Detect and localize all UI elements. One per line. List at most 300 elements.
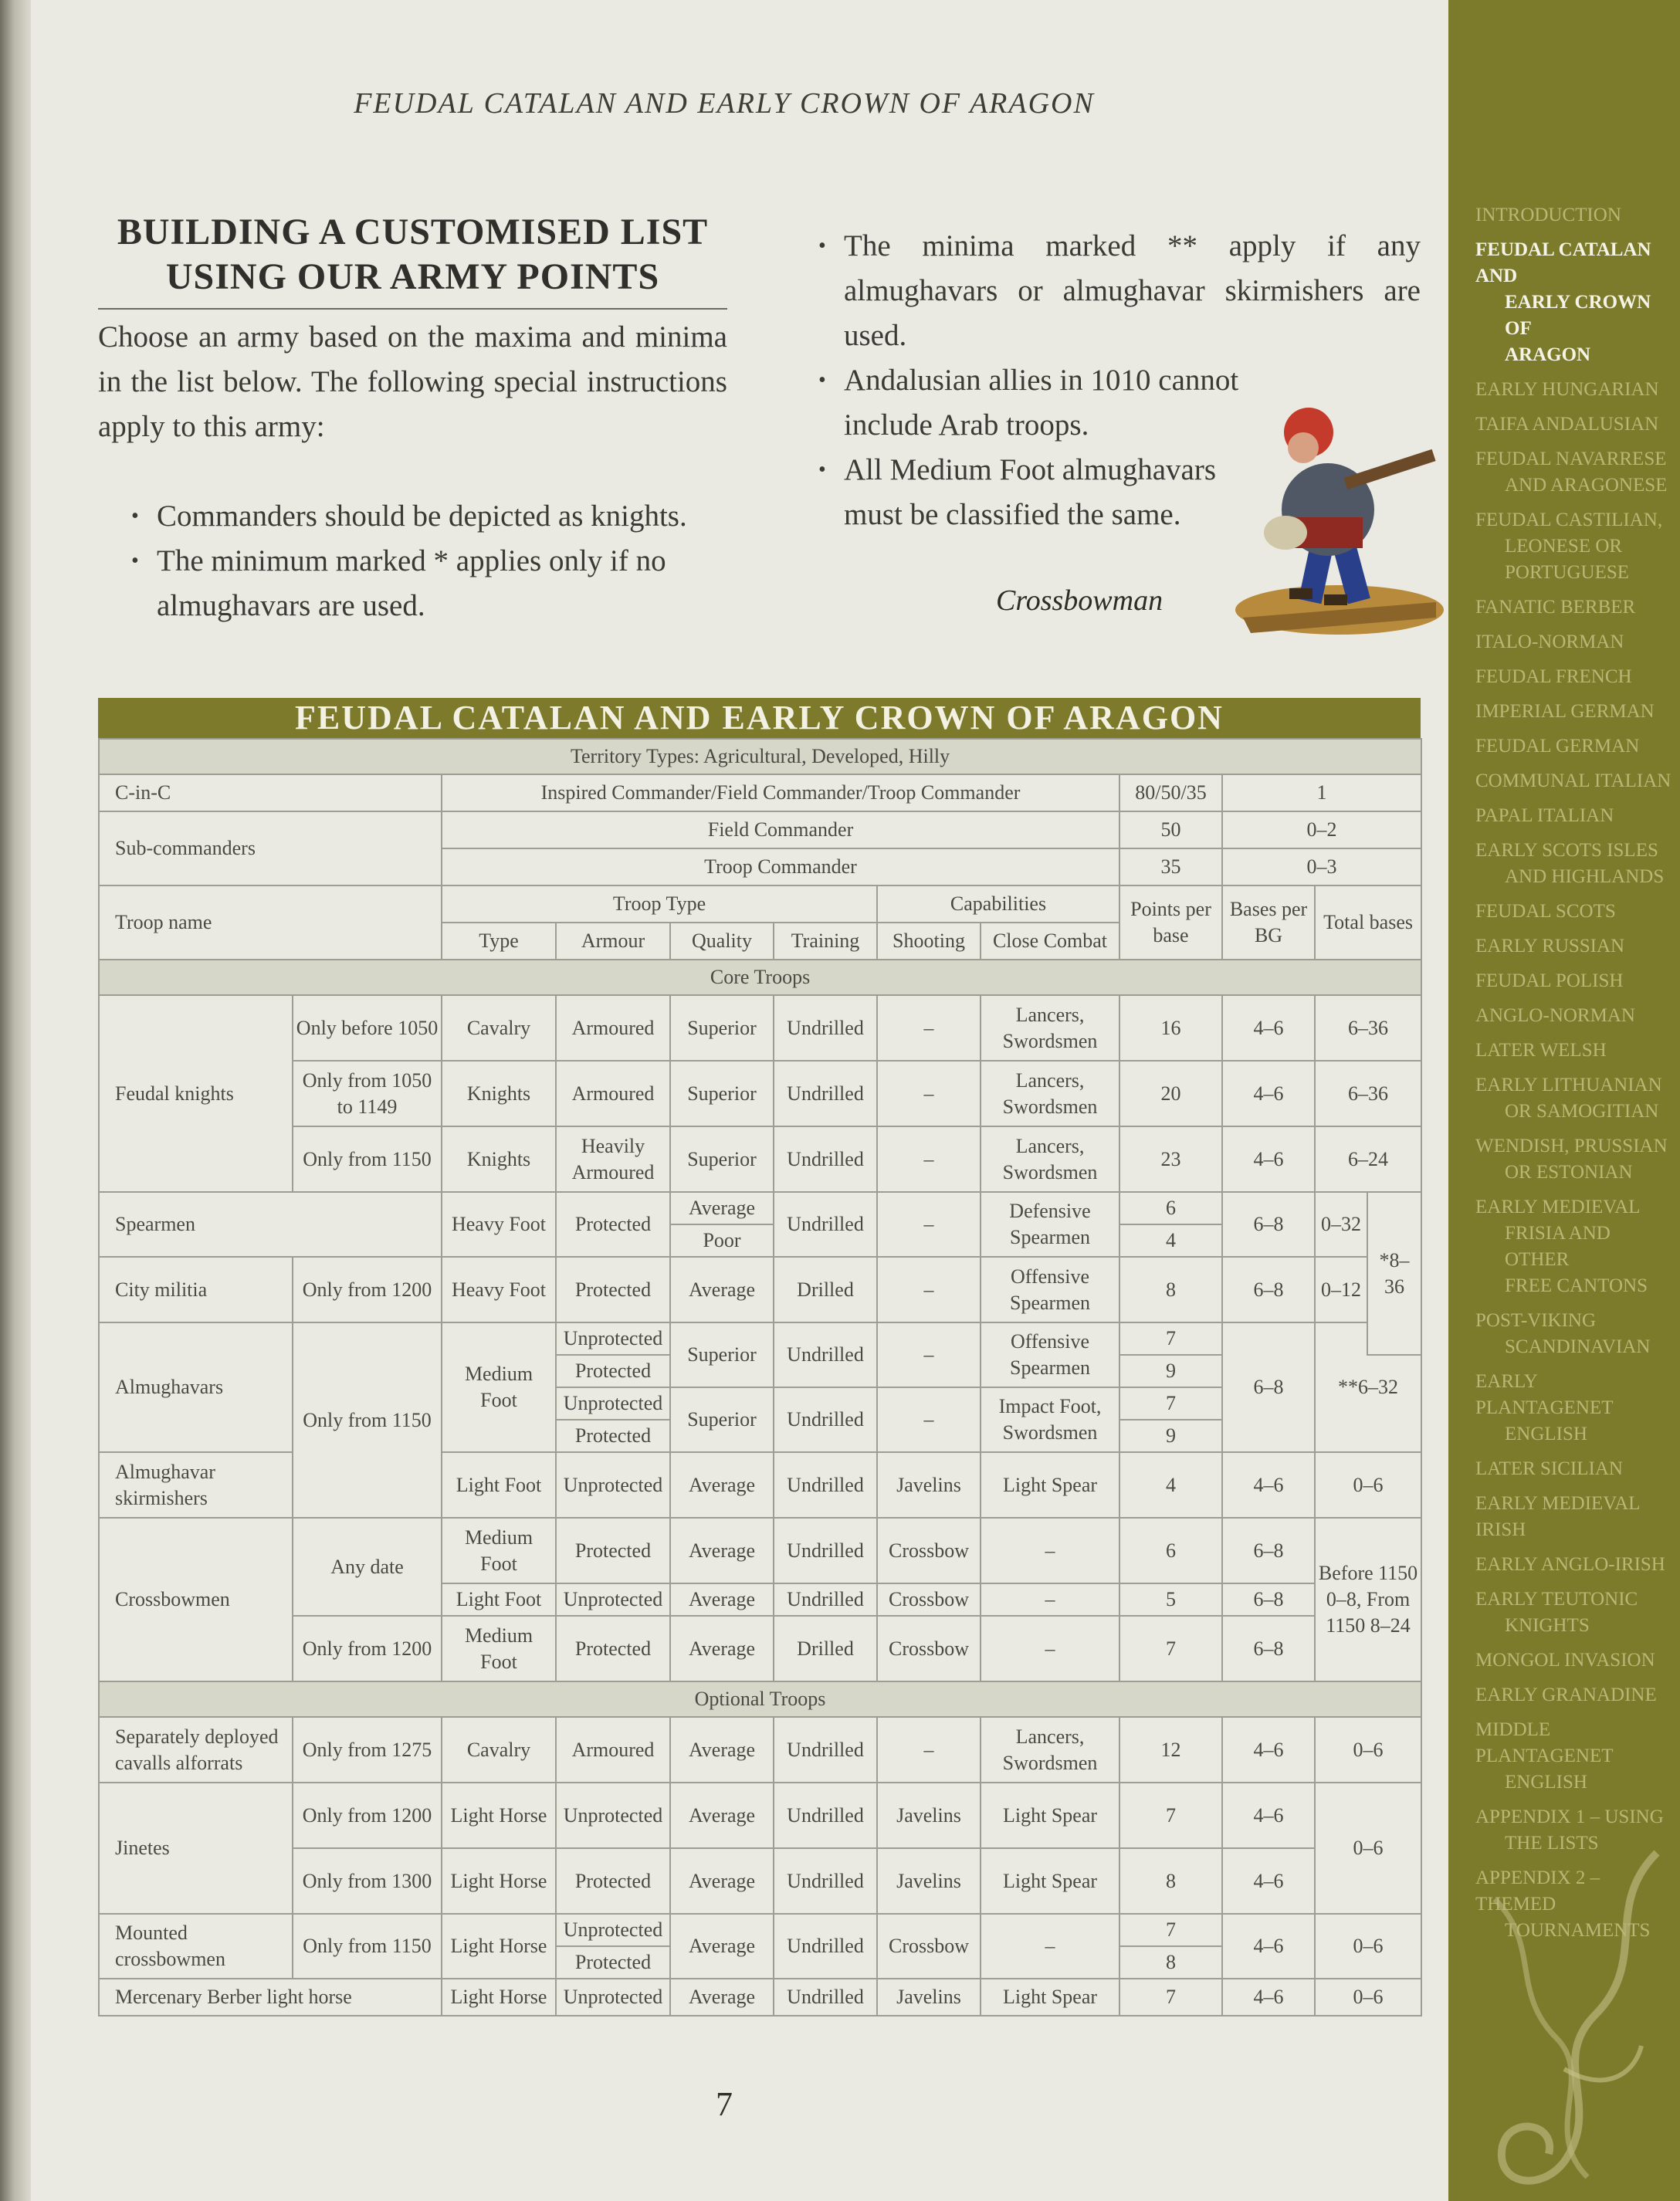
- field-commander-count: 0–2: [1222, 811, 1421, 848]
- armour-cell: Armoured: [556, 1061, 670, 1126]
- sidebar-item[interactable]: [1475, 377, 1676, 403]
- bullet-item: • The minimum marked * applies only if no almughavars are used.: [131, 539, 727, 628]
- field-commander-desc: Field Commander: [442, 811, 1119, 848]
- close-combat-cell: Defensive Spearmen: [981, 1192, 1119, 1257]
- date-cell: Only from 1200: [293, 1257, 442, 1322]
- armour-cell: Heavily Armoured: [556, 1126, 670, 1192]
- quality-cell: Superior: [670, 995, 774, 1061]
- table-row: [99, 1717, 1421, 1783]
- quality-cell: Average: [670, 1583, 774, 1616]
- troop-commander-count: 0–3: [1222, 848, 1421, 885]
- quality-cell: Poor: [670, 1224, 774, 1257]
- sidebar-item-label: EARLY PLANTAGENET: [1475, 1371, 1614, 1418]
- sidebar-item-label: AND ARAGONESE: [1505, 475, 1668, 496]
- bullet-item: • The minima marked ** apply if any almughavars or almughavar skirmishers are used.: [818, 224, 1421, 358]
- bullet-item: • Andalusian allies in 1010 cannot include Arab troops.: [818, 358, 1282, 448]
- sidebar-item-label: INTRODUCTION: [1475, 205, 1621, 225]
- sidebar-item-label: ARAGON: [1505, 344, 1591, 365]
- close-combat-cell: Light Spear: [981, 1452, 1119, 1518]
- sidebar-item-label: FEUDAL CATALAN AND: [1475, 239, 1651, 286]
- points-cell: 7: [1119, 1616, 1222, 1681]
- sidebar-item-label: APPENDIX 1 – USING: [1475, 1807, 1664, 1827]
- date-cell: Only from 1200: [293, 1783, 442, 1848]
- quality-cell: Average: [670, 1783, 774, 1848]
- shooting-cell: –: [877, 1257, 981, 1322]
- shooting-cell: –: [877, 1061, 981, 1126]
- sidebar-item-label: FREE CANTONS: [1505, 1275, 1648, 1296]
- sidebar-item-label: SCANDINAVIAN: [1505, 1336, 1651, 1357]
- sidebar-item-label: POST-VIKING: [1475, 1310, 1597, 1331]
- sidebar-item-label: EARLY HUNGARIAN: [1475, 379, 1659, 400]
- training-cell: Drilled: [774, 1616, 877, 1681]
- sidebar-item[interactable]: [1475, 838, 1676, 890]
- sidebar-item[interactable]: [1475, 411, 1676, 438]
- bases-cell: 4–6: [1222, 1783, 1315, 1848]
- shooting-cell: –: [877, 1387, 981, 1452]
- close-combat-cell: Offensive Spearmen: [981, 1257, 1119, 1322]
- training-cell: Undrilled: [774, 1452, 877, 1518]
- armour-cell: Unprotected: [556, 1914, 670, 1946]
- sidebar-item-label: LEONESE OR: [1505, 536, 1623, 557]
- total-cell: 0–6: [1315, 1717, 1421, 1783]
- quality-cell: Average: [670, 1257, 774, 1322]
- shooting-cell: –: [877, 1126, 981, 1192]
- training-cell: Undrilled: [774, 1518, 877, 1583]
- optional-troops-band: Optional Troops: [99, 1681, 1421, 1717]
- total-cell: 6–24: [1315, 1126, 1421, 1192]
- total-cell: 6–36: [1315, 995, 1421, 1061]
- type-cell: Light Horse: [442, 1979, 556, 2016]
- training-cell: Undrilled: [774, 995, 877, 1061]
- type-cell: Medium Foot: [442, 1616, 556, 1681]
- armour-cell: Unprotected: [556, 1452, 670, 1518]
- header-total: Total bases: [1315, 885, 1421, 960]
- armour-cell: Protected: [556, 1946, 670, 1979]
- sidebar-item-label: KNIGHTS: [1505, 1615, 1590, 1636]
- table-row: [99, 1979, 1421, 2016]
- crossbowman-miniature-image: [1212, 386, 1444, 641]
- quality-cell: Superior: [670, 1387, 774, 1452]
- training-cell: Undrilled: [774, 1192, 877, 1257]
- army-list-table: [98, 738, 1422, 2016]
- bases-cell: 6–8: [1222, 1257, 1315, 1322]
- bases-cell: 4–6: [1222, 1848, 1315, 1914]
- sidebar-item-label: EARLY ANGLO-IRISH: [1475, 1554, 1665, 1575]
- sidebar-item[interactable]: [1475, 1133, 1676, 1186]
- troop-name: Almughavars: [99, 1322, 293, 1452]
- cinc-label: C-in-C: [99, 774, 442, 811]
- training-cell: Undrilled: [774, 1583, 877, 1616]
- points-cell: 7: [1119, 1979, 1222, 2016]
- points-cell: 8: [1119, 1946, 1222, 1979]
- type-cell: Cavalry: [442, 995, 556, 1061]
- table-row: [99, 1914, 1421, 1946]
- sidebar-item[interactable]: [1475, 507, 1676, 586]
- sidebar-item[interactable]: [1475, 664, 1676, 690]
- sidebar-item[interactable]: [1475, 768, 1676, 794]
- shooting-cell: –: [877, 1717, 981, 1783]
- running-head: FEUDAL CATALAN AND EARLY CROWN OF ARAGON: [354, 87, 1095, 120]
- sidebar-item-label: FEUDAL FRENCH: [1475, 666, 1632, 687]
- sidebar-item[interactable]: [1475, 933, 1676, 960]
- close-combat-cell: Light Spear: [981, 1783, 1119, 1848]
- total-cell: **6–32: [1315, 1322, 1421, 1452]
- sidebar-item[interactable]: [1475, 1194, 1676, 1299]
- total-cell: 0–6: [1315, 1452, 1421, 1518]
- shooting-cell: –: [877, 1322, 981, 1387]
- sidebar-item[interactable]: [1475, 803, 1676, 829]
- table-row: [99, 1061, 1421, 1126]
- shooting-cell: Crossbow: [877, 1914, 981, 1979]
- header-training: Training: [774, 923, 877, 960]
- date-cell: Only from 1200: [293, 1616, 442, 1681]
- shooting-cell: Crossbow: [877, 1616, 981, 1681]
- troop-name: Separately deployed cavalls alforrats: [99, 1717, 293, 1783]
- sidebar-item[interactable]: [1475, 202, 1676, 229]
- close-combat-cell: –: [981, 1616, 1119, 1681]
- date-cell: Only from 1300: [293, 1848, 442, 1914]
- sidebar-item-label: ITALO-NORMAN: [1475, 632, 1624, 652]
- shooting-cell: Javelins: [877, 1979, 981, 2016]
- table-row: [99, 995, 1421, 1061]
- close-combat-cell: Lancers, Swordsmen: [981, 995, 1119, 1061]
- table-row: [99, 1616, 1421, 1681]
- training-cell: Undrilled: [774, 1717, 877, 1783]
- armour-cell: Unprotected: [556, 1583, 670, 1616]
- sidebar-item-label: FEUDAL CASTILIAN,: [1475, 510, 1663, 530]
- points-cell: 6: [1119, 1192, 1222, 1224]
- sidebar-item-label: EARLY LITHUANIAN: [1475, 1075, 1662, 1095]
- book-spine-shadow: [0, 0, 31, 2201]
- sidebar-item-label: ANGLO-NORMAN: [1475, 1005, 1635, 1026]
- quality-cell: Superior: [670, 1126, 774, 1192]
- type-cell: Light Horse: [442, 1914, 556, 1979]
- points-cell: 9: [1119, 1355, 1222, 1387]
- sidebar-item-label: EARLY MEDIEVAL: [1475, 1197, 1641, 1217]
- type-cell: Light Foot: [442, 1583, 556, 1616]
- sidebar-item[interactable]: [1475, 1586, 1676, 1639]
- troop-name: Jinetes: [99, 1783, 293, 1914]
- sidebar-item[interactable]: [1475, 699, 1676, 725]
- header-points: Points per base: [1119, 885, 1222, 960]
- date-cell: Only from 1150: [293, 1322, 442, 1518]
- sidebar-item[interactable]: [1475, 1038, 1676, 1064]
- shooting-cell: Javelins: [877, 1452, 981, 1518]
- territory-types: Territory Types: Agricultural, Developed, Hilly: [99, 739, 1421, 774]
- bases-cell: 4–6: [1222, 1979, 1315, 2016]
- training-cell: Undrilled: [774, 1914, 877, 1979]
- sidebar-item-label: EARLY GRANADINE: [1475, 1685, 1657, 1705]
- date-cell: Any date: [293, 1518, 442, 1616]
- quality-cell: Average: [670, 1717, 774, 1783]
- sidebar-item[interactable]: [1475, 1682, 1676, 1708]
- close-combat-cell: Lancers, Swordsmen: [981, 1126, 1119, 1192]
- points-cell: 4: [1119, 1452, 1222, 1518]
- table-row: [99, 1322, 1421, 1355]
- points-cell: 23: [1119, 1126, 1222, 1192]
- sidebar-item[interactable]: [1475, 1369, 1676, 1448]
- sidebar-item-label: EARLY CROWN OF: [1505, 292, 1651, 339]
- points-cell: 6: [1119, 1518, 1222, 1583]
- header-bases: Bases per BG: [1222, 885, 1315, 960]
- combined-total-cell: *8–36: [1367, 1192, 1421, 1355]
- sidebar-item-label: AND HIGHLANDS: [1505, 866, 1665, 887]
- sidebar-item-label: WENDISH, PRUSSIAN: [1475, 1136, 1668, 1156]
- left-bullet-list: [131, 494, 727, 628]
- troop-name: Mercenary Berber light horse: [99, 1979, 442, 2016]
- bases-cell: 6–8: [1222, 1322, 1315, 1452]
- sidebar-item-label: FEUDAL GERMAN: [1475, 736, 1640, 757]
- total-cell: Before 1150 0–8, From 1150 8–24: [1315, 1518, 1421, 1681]
- sidebar-item[interactable]: [1475, 1491, 1676, 1543]
- armour-cell: Unprotected: [556, 1979, 670, 2016]
- armour-cell: Armoured: [556, 1717, 670, 1783]
- points-cell: 8: [1119, 1257, 1222, 1322]
- points-cell: 7: [1119, 1914, 1222, 1946]
- sidebar-item[interactable]: [1475, 899, 1676, 925]
- table-row: [99, 1192, 1421, 1224]
- cinc-points: 80/50/35: [1119, 774, 1222, 811]
- table-row: [99, 1126, 1421, 1192]
- training-cell: Undrilled: [774, 1387, 877, 1452]
- sidebar-item-label: FANATIC BERBER: [1475, 597, 1636, 618]
- quality-cell: Superior: [670, 1322, 774, 1387]
- type-cell: Knights: [442, 1061, 556, 1126]
- decorative-flourish: [1448, 1837, 1680, 2201]
- type-cell: Light Horse: [442, 1783, 556, 1848]
- sidebar-item-label: EARLY RUSSIAN: [1475, 936, 1625, 957]
- date-cell: Only before 1050: [293, 995, 442, 1061]
- sidebar-item[interactable]: [1475, 1003, 1676, 1029]
- date-cell: Only from 1150: [293, 1914, 442, 1979]
- field-commander-points: 50: [1119, 811, 1222, 848]
- troop-name: Spearmen: [99, 1192, 442, 1257]
- total-cell: 0–32: [1315, 1192, 1367, 1257]
- training-cell: Undrilled: [774, 1061, 877, 1126]
- close-combat-cell: Light Spear: [981, 1848, 1119, 1914]
- section-heading: [98, 210, 727, 300]
- sidebar-item-label: OR ESTONIAN: [1505, 1162, 1633, 1183]
- sidebar-item-label: IMPERIAL GERMAN: [1475, 701, 1655, 722]
- sidebar-item[interactable]: [1475, 237, 1676, 368]
- bases-cell: 6–8: [1222, 1616, 1315, 1681]
- intro-paragraph: Choose an army based on the maxima and minima in the list below. The following special instructions apply to this army:: [98, 320, 727, 443]
- points-cell: 20: [1119, 1061, 1222, 1126]
- troop-commander-desc: Troop Commander: [442, 848, 1119, 885]
- bases-cell: 4–6: [1222, 1061, 1315, 1126]
- armour-cell: Unprotected: [556, 1387, 670, 1420]
- heading-divider: [98, 308, 727, 310]
- cinc-desc: Inspired Commander/Field Commander/Troop Commander: [442, 774, 1119, 811]
- armour-cell: Unprotected: [556, 1783, 670, 1848]
- training-cell: Undrilled: [774, 1848, 877, 1914]
- training-cell: Drilled: [774, 1257, 877, 1322]
- close-combat-cell: Impact Foot, Swordsmen: [981, 1387, 1119, 1452]
- sidebar-item[interactable]: [1475, 968, 1676, 994]
- sidebar-item-label: FEUDAL NAVARRESE: [1475, 449, 1667, 469]
- header-shooting: Shooting: [877, 923, 981, 960]
- quality-cell: Average: [670, 1848, 774, 1914]
- close-combat-cell: Light Spear: [981, 1979, 1119, 2016]
- sidebar-item-label: COMMUNAL ITALIAN: [1475, 770, 1672, 791]
- figure-caption: Crossbowman: [996, 584, 1163, 617]
- close-combat-cell: –: [981, 1583, 1119, 1616]
- sidebar-item-label: PORTUGUESE: [1505, 562, 1630, 583]
- quality-cell: Average: [670, 1518, 774, 1583]
- date-cell: Only from 1150: [293, 1126, 442, 1192]
- bases-cell: 6–8: [1222, 1192, 1315, 1257]
- points-cell: 12: [1119, 1717, 1222, 1783]
- points-cell: 8: [1119, 1848, 1222, 1914]
- points-cell: 7: [1119, 1387, 1222, 1420]
- sidebar-item[interactable]: [1475, 1647, 1676, 1674]
- subcommanders-label: Sub-commanders: [99, 811, 442, 885]
- armour-cell: Unprotected: [556, 1322, 670, 1355]
- header-close-combat: Close Combat: [981, 923, 1119, 960]
- quality-cell: Average: [670, 1192, 774, 1224]
- sidebar-item-label: THE LISTS: [1505, 1833, 1599, 1854]
- close-combat-cell: Lancers, Swordsmen: [981, 1717, 1119, 1783]
- points-cell: 16: [1119, 995, 1222, 1061]
- sidebar-item-label: MONGOL INVASION: [1475, 1650, 1655, 1671]
- sidebar-item-label: ENGLISH: [1505, 1424, 1587, 1444]
- core-troops-band: Core Troops: [99, 960, 1421, 995]
- troop-name: Feudal knights: [99, 995, 293, 1192]
- sidebar-item-label: FEUDAL POLISH: [1475, 970, 1624, 991]
- cinc-count: 1: [1222, 774, 1421, 811]
- sidebar-item[interactable]: [1475, 446, 1676, 499]
- sidebar-item-label: LATER SICILIAN: [1475, 1458, 1623, 1479]
- type-cell: Light Foot: [442, 1452, 556, 1518]
- bases-cell: 6–8: [1222, 1518, 1315, 1583]
- header-troop-type: Troop Type: [442, 885, 877, 923]
- sidebar-item[interactable]: [1475, 733, 1676, 760]
- bases-cell: 4–6: [1222, 1914, 1315, 1979]
- date-cell: Only from 1050 to 1149: [293, 1061, 442, 1126]
- bases-cell: 4–6: [1222, 1126, 1315, 1192]
- armour-cell: Protected: [556, 1257, 670, 1322]
- shooting-cell: Crossbow: [877, 1518, 981, 1583]
- sidebar-item[interactable]: [1475, 1717, 1676, 1796]
- sidebar-item[interactable]: [1475, 594, 1676, 621]
- sidebar-item[interactable]: [1475, 629, 1676, 655]
- close-combat-cell: –: [981, 1518, 1119, 1583]
- table-row: [99, 1518, 1421, 1583]
- armour-cell: Protected: [556, 1518, 670, 1583]
- type-cell: Heavy Foot: [442, 1257, 556, 1322]
- points-cell: 4: [1119, 1224, 1222, 1257]
- training-cell: Undrilled: [774, 1126, 877, 1192]
- bases-cell: 4–6: [1222, 995, 1315, 1061]
- sidebar-item-label: TAIFA ANDALUSIAN: [1475, 414, 1659, 435]
- sidebar-item-label: LATER WELSH: [1475, 1040, 1607, 1061]
- troop-name: City militia: [99, 1257, 293, 1322]
- training-cell: Undrilled: [774, 1979, 877, 2016]
- sidebar-item[interactable]: [1475, 1072, 1676, 1125]
- type-cell: Cavalry: [442, 1717, 556, 1783]
- total-cell: 0–6: [1315, 1914, 1421, 1979]
- total-cell: 0–12: [1315, 1257, 1367, 1322]
- sidebar-item-label: MIDDLE PLANTAGENET: [1475, 1719, 1614, 1766]
- shooting-cell: Crossbow: [877, 1583, 981, 1616]
- section-heading-line-2: USING OUR ARMY POINTS: [165, 256, 660, 297]
- header-armour: Armour: [556, 923, 670, 960]
- type-cell: Heavy Foot: [442, 1192, 556, 1257]
- page-number: 7: [716, 2085, 733, 2123]
- sidebar-item[interactable]: [1475, 1456, 1676, 1482]
- total-cell: 0–6: [1315, 1979, 1421, 2016]
- armour-cell: Protected: [556, 1355, 670, 1387]
- type-cell: Knights: [442, 1126, 556, 1192]
- armour-cell: Protected: [556, 1616, 670, 1681]
- training-cell: Undrilled: [774, 1322, 877, 1387]
- armour-cell: Protected: [556, 1420, 670, 1452]
- troop-commander-points: 35: [1119, 848, 1222, 885]
- sidebar-item-label: EARLY SCOTS ISLES: [1475, 840, 1658, 861]
- section-heading-line-1: BUILDING A CUSTOMISED LIST: [117, 212, 709, 252]
- quality-cell: Average: [670, 1452, 774, 1518]
- date-cell: Only from 1275: [293, 1717, 442, 1783]
- sidebar-nav: [1475, 202, 1676, 1952]
- quality-cell: Average: [670, 1616, 774, 1681]
- quality-cell: Average: [670, 1979, 774, 2016]
- close-combat-cell: –: [981, 1914, 1119, 1979]
- bases-cell: 4–6: [1222, 1452, 1315, 1518]
- table-row: [99, 1257, 1421, 1322]
- type-cell: Light Horse: [442, 1848, 556, 1914]
- sidebar-item-label: APPENDIX 2 – THEMED: [1475, 1867, 1600, 1915]
- header-capabilities: Capabilities: [877, 885, 1119, 923]
- sidebar-item-label: EARLY MEDIEVAL IRISH: [1475, 1493, 1640, 1540]
- sidebar-item[interactable]: [1475, 1552, 1676, 1578]
- sidebar-item-label: EARLY TEUTONIC: [1475, 1589, 1638, 1610]
- type-cell: Medium Foot: [442, 1322, 556, 1452]
- sidebar-item-label: OR SAMOGITIAN: [1505, 1101, 1659, 1122]
- header-type: Type: [442, 923, 556, 960]
- armour-cell: Protected: [556, 1192, 670, 1257]
- shooting-cell: –: [877, 995, 981, 1061]
- armour-cell: Armoured: [556, 995, 670, 1061]
- sidebar-item-label: PAPAL ITALIAN: [1475, 805, 1614, 826]
- bullet-item: • Commanders should be depicted as knights.: [131, 494, 727, 539]
- sidebar-item-label: FRISIA AND OTHER: [1505, 1223, 1611, 1270]
- close-combat-cell: Lancers, Swordsmen: [981, 1061, 1119, 1126]
- armour-cell: Protected: [556, 1848, 670, 1914]
- table-row: [99, 1783, 1421, 1848]
- troop-name: Mounted crossbowmen: [99, 1914, 293, 1979]
- total-cell: 6–36: [1315, 1061, 1421, 1126]
- sidebar-item-label: ENGLISH: [1505, 1772, 1587, 1793]
- shooting-cell: Javelins: [877, 1783, 981, 1848]
- quality-cell: Average: [670, 1914, 774, 1979]
- troop-name: Crossbowmen: [99, 1518, 293, 1681]
- points-cell: 7: [1119, 1322, 1222, 1355]
- points-cell: 5: [1119, 1583, 1222, 1616]
- sidebar-item-label: TOURNAMENTS: [1505, 1920, 1651, 1941]
- total-cell: 0–6: [1315, 1783, 1421, 1914]
- points-cell: 9: [1119, 1420, 1222, 1452]
- points-cell: 7: [1119, 1783, 1222, 1848]
- troop-name: Almughavar skirmishers: [99, 1452, 293, 1518]
- close-combat-cell: Offensive Spearmen: [981, 1322, 1119, 1387]
- header-quality: Quality: [670, 923, 774, 960]
- type-cell: Medium Foot: [442, 1518, 556, 1583]
- training-cell: Undrilled: [774, 1783, 877, 1848]
- table-row: [99, 1848, 1421, 1914]
- shooting-cell: Javelins: [877, 1848, 981, 1914]
- sidebar-item[interactable]: [1475, 1308, 1676, 1360]
- shooting-cell: –: [877, 1192, 981, 1257]
